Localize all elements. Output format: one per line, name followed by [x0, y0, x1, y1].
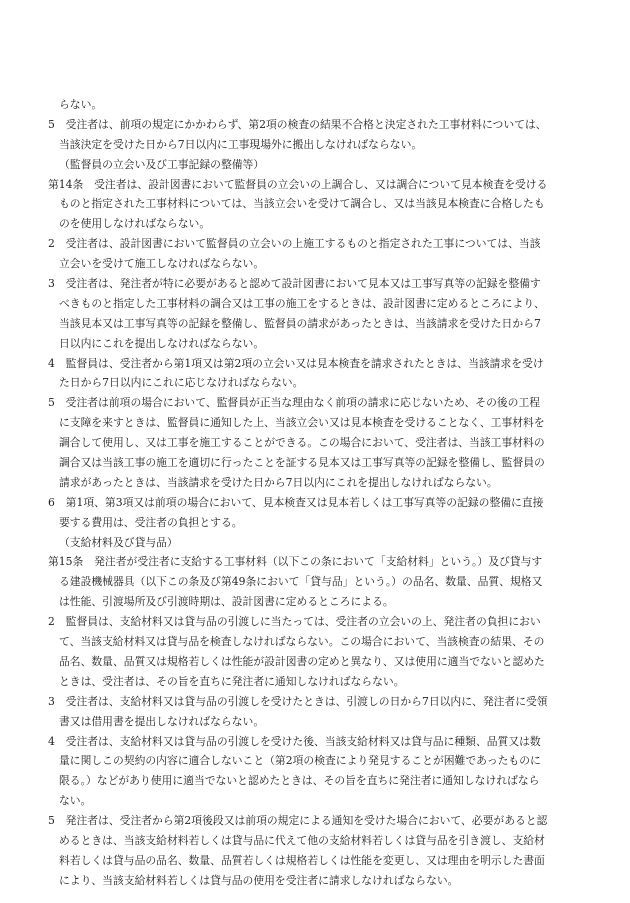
text-line: により、当該支給材料若しくは貸与品の使用を受注者に請求しなければならない。: [59, 873, 459, 887]
text-line: は性能、引渡場所及び引渡時期は、設計図書に定めるところによる。: [59, 595, 394, 609]
text-line: 4 受注者は、支給材料又は貸与品の引渡しを受けた後、当該支給材料又は貸与品に種類、品質又は数: [48, 734, 541, 748]
text-line: 限る。）などがあり使用に適当でないと認めたときは、その旨を直ちに発注者に通知しなければなら: [59, 774, 540, 788]
text-line: めるときは、当該支給材料若しくは貸与品に代えて他の支給材料若しくは貸与品を引き渡し、支給材: [59, 833, 545, 847]
text-line: ものと指定された工事材料については、当該立会いを受けて調合し、又は当該見本検査に合格したも: [59, 197, 545, 211]
text-line: た日から7日以内にこれに応じなければならない。: [59, 376, 304, 390]
text-line: 料若しくは貸与品の品名、数量、品質若しくは規格若しくは性能を変更し、又は理由を明示した書面: [59, 853, 545, 867]
text-line: （監督員の立会い及び工事記録の整備等）: [59, 157, 265, 171]
text-line: 5 発注者は、受注者から第2項後段又は前項の規定による通知を受けた場合において、必要があると認: [48, 814, 548, 828]
text-line: べきものと指定した工事材料の調合又は工事の施工をするときは、設計図書に定めるところにより、: [59, 296, 545, 310]
text-line: る建設機械器具（以下この条及び第49条において「貸与品」という。）の品名、数量、品質、規格又: [59, 575, 543, 589]
text-line: 4 監督員は、受注者から第1項又は第2項の立会い又は見本検査を請求されたときは、当該請求を受け: [48, 356, 544, 370]
text-line: 3 受注者は、発注者が特に必要があると認めて設計図書において見本又は工事写真等の記録を整備す: [48, 277, 541, 291]
text-line: 5 受注者は前項の場合において、監督員が正当な理由なく前項の請求に応じないため、その後の工程: [48, 396, 541, 410]
text-line: 第14条 受注者は、設計図書において監督員の立会いの上調合し、又は調合について見本検査を受ける: [48, 177, 548, 191]
text-line: 要する費用は、受注者の負担とする。: [59, 515, 243, 529]
text-line: ない。: [59, 794, 92, 808]
text-line: 2 受注者は、設計図書において監督員の立会いの上施工するものと指定された工事については、当該: [48, 237, 541, 251]
text-line: 第15条 発注者が受注者に支給する工事材料（以下この条において「支給材料」という。）及び貸与す: [48, 555, 543, 569]
text-line: 量に関しこの契約の内容に適合しないこと（第2項の検査により発見することが困難であったものに: [59, 754, 541, 768]
text-line: 調合又は当該工事の施工を適切に行ったことを証する見本又は工事写真等の記録を整備し、監督員の: [59, 456, 545, 470]
text-line: 立会いを受けて施工しなければならない。: [59, 257, 265, 271]
text-line: 日以内にこれを提出しなければならない。: [59, 336, 265, 350]
text-line: 当該見本又は工事写真等の記録を整備し、監督員の請求があったときは、当該請求を受けた日から7: [59, 316, 541, 330]
text-line: て、当該支給材料又は貸与品を検査しなければならない。この場合において、当該検査の結果、その: [59, 635, 545, 649]
text-line: 書又は借用書を提出しなければならない。: [59, 714, 265, 728]
text-line: に支障を来すときは、監督員に通知した上、当該立会い又は見本検査を受けることなく、工事材料を: [59, 416, 545, 430]
text-line: のを使用しなければならない。: [59, 217, 211, 231]
text-line: （支給材料及び貸与品）: [59, 535, 178, 549]
text-line: 請求があったときは、当該請求を受けた日から7日以内にこれを提出しなければならない。: [59, 475, 498, 489]
text-line: ときは、受注者は、その旨を直ちに発注者に通知しなければならない。: [59, 674, 405, 688]
text-line: 当該決定を受けた日から7日以内に工事現場外に搬出しなければならない。: [59, 137, 423, 151]
text-line: 3 受注者は、支給材料又は貸与品の引渡しを受けたときは、引渡しの日から7日以内に、発注者に受領: [48, 694, 548, 708]
text-line: 5 受注者は、前項の規定にかかわらず、第2項の検査の結果不合格と決定された工事材料については、: [48, 117, 547, 131]
text-line: 品名、数量、品質又は規格若しくは性能が設計図書の定めと異なり、又は使用に適当でないと認めた: [59, 654, 545, 668]
text-line: 6 第1項、第3項又は前項の場合において、見本検査又は見本若しくは工事写真等の記録の整備に直接: [48, 495, 544, 509]
contract-text-body: [48, 95, 588, 891]
text-line: らない。: [59, 98, 103, 111]
text-line: 調合して使用し、又は工事を施工することができる。この場合において、受注者は、当該工事材料の: [59, 436, 545, 450]
text-line: 2 監督員は、支給材料又は貸与品の引渡しに当たっては、受注者の立会いの上、発注者の負担におい: [48, 615, 541, 629]
